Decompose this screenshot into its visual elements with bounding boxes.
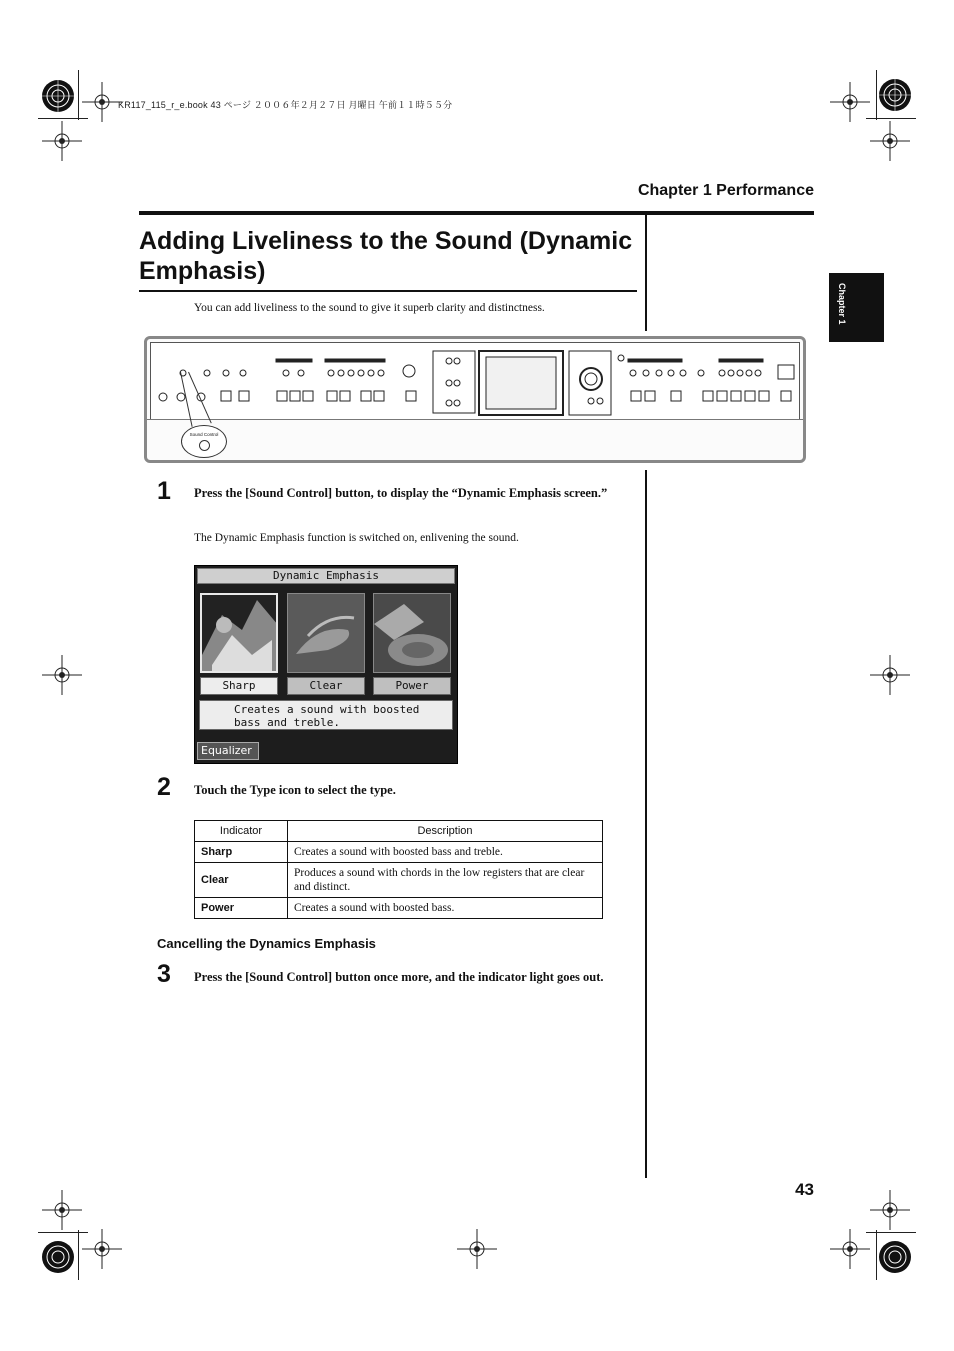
- type-image-sharp[interactable]: [200, 593, 278, 673]
- crosshair-icon: [42, 655, 82, 695]
- chapter-tab: Chapter 1: [829, 273, 884, 342]
- type-button-sharp[interactable]: Sharp: [200, 677, 278, 695]
- description-cell: Creates a sound with boosted bass and treble.: [288, 842, 603, 863]
- crop-line: [38, 118, 88, 119]
- sound-control-button-icon: [199, 440, 210, 451]
- type-image-clear[interactable]: [287, 593, 365, 673]
- crosshair-icon: [870, 655, 910, 695]
- indicator-cell: Sharp: [195, 842, 288, 863]
- indicator-table: [194, 820, 603, 919]
- step-instruction: Touch the Type icon to select the type.: [194, 783, 396, 797]
- description-cell: Creates a sound with boosted bass.: [288, 898, 603, 919]
- crop-line: [876, 1230, 877, 1280]
- equalizer-button[interactable]: Equalizer: [197, 742, 259, 760]
- indicator-cell: Power: [195, 898, 288, 919]
- table-header: Description: [288, 821, 603, 842]
- indicator-cell: Clear: [195, 863, 288, 898]
- top-rule: [139, 211, 814, 215]
- step-number: 2: [157, 773, 171, 801]
- print-file-header: KR117_115_r_e.book 43 ページ ２００６年２月２７日 月曜日 午前１１時５５分: [118, 100, 453, 110]
- crosshair-icon: [830, 1229, 870, 1269]
- intro-text: You can add liveliness to the sound to give it superb clarity and distinctness.: [194, 302, 545, 314]
- crop-line: [38, 1232, 88, 1233]
- crosshair-icon: [870, 1190, 910, 1230]
- registration-target-icon: [41, 1240, 75, 1274]
- type-button-power[interactable]: Power: [373, 677, 451, 695]
- crosshair-icon: [82, 82, 122, 122]
- table-row: [195, 842, 603, 863]
- column-rule: [645, 215, 647, 331]
- type-description: Creates a sound with boosted bass and treble.: [199, 700, 453, 730]
- registration-target-icon: [41, 79, 75, 113]
- type-image-power[interactable]: [373, 593, 451, 673]
- title-rule: [139, 290, 637, 292]
- table-header: Indicator: [195, 821, 288, 842]
- column-rule: [645, 470, 647, 1178]
- crosshair-icon: [82, 1229, 122, 1269]
- crosshair-icon: [870, 121, 910, 161]
- crosshair-icon: [42, 1190, 82, 1230]
- table-row: [195, 863, 603, 898]
- crop-line: [876, 70, 877, 120]
- sound-control-callout: [181, 425, 227, 458]
- type-button-clear[interactable]: Clear: [287, 677, 365, 695]
- crop-line: [866, 118, 916, 119]
- registration-target-icon: [878, 1240, 912, 1274]
- crosshair-icon: [457, 1229, 497, 1269]
- table-row: [195, 898, 603, 919]
- control-panel-illustration: [144, 336, 806, 463]
- step-instruction: Press the [Sound Control] button once more, and the indicator light goes out.: [194, 970, 604, 984]
- crop-line: [78, 70, 79, 120]
- panel-face: [150, 342, 800, 420]
- step-result: The Dynamic Emphasis function is switched on, enlivening the sound.: [194, 532, 519, 544]
- step-number: 1: [157, 477, 171, 505]
- screen-title: Dynamic Emphasis: [197, 568, 455, 584]
- crosshair-icon: [830, 82, 870, 122]
- table-header-row: [195, 821, 603, 842]
- chapter-heading: Chapter 1 Performance: [637, 182, 814, 199]
- sound-control-callout-label: Sound Control: [189, 432, 219, 437]
- page-title: Adding Liveliness to the Sound (Dynamic Emphasis): [139, 227, 633, 285]
- panel-controls-drawing: [151, 343, 805, 419]
- panel-lower-edge: [147, 419, 803, 420]
- step-instruction: Press the [Sound Control] button, to display the “Dynamic Emphasis screen.”: [194, 486, 608, 500]
- crop-line: [866, 1232, 916, 1233]
- crop-line: [78, 1230, 79, 1280]
- description-cell: Produces a sound with chords in the low registers that are clear and distinct.: [288, 863, 603, 898]
- dynamic-emphasis-screen: [194, 565, 458, 764]
- section-subheading: Cancelling the Dynamics Emphasis: [157, 936, 376, 951]
- page-number: 43: [795, 1180, 814, 1199]
- crosshair-icon: [42, 121, 82, 161]
- registration-target-icon: [878, 78, 912, 112]
- step-number: 3: [157, 960, 171, 988]
